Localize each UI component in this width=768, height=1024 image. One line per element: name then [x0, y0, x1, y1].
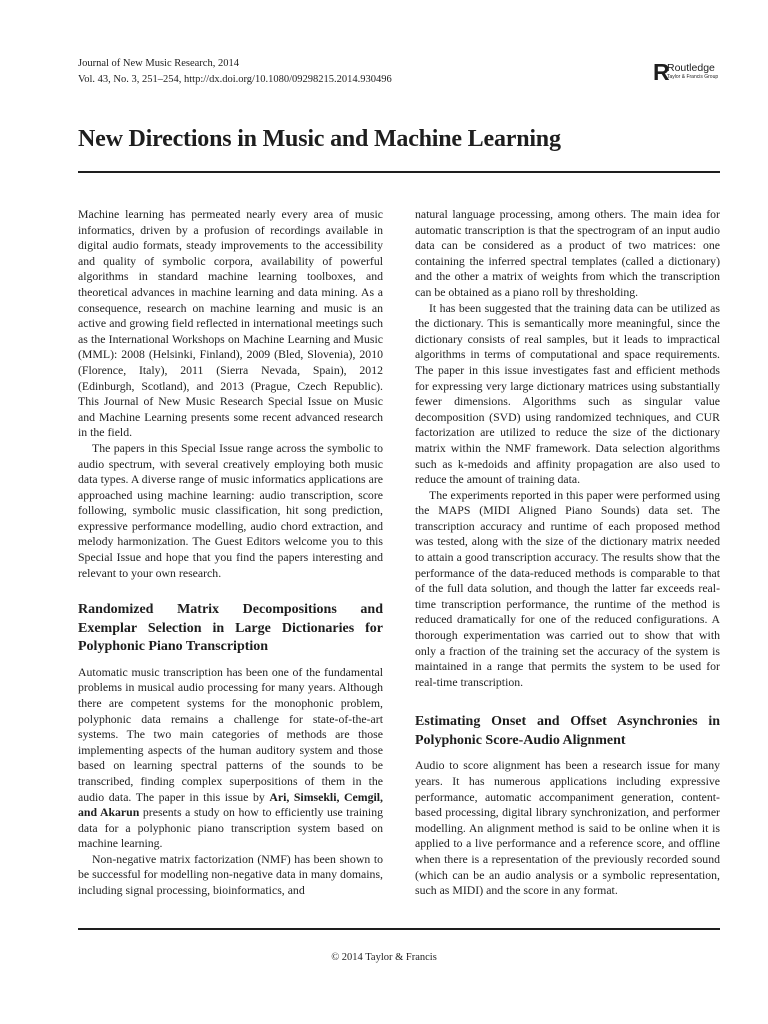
footer-divider	[78, 928, 720, 930]
special-issue-paragraph: The papers in this Special Issue range across the symbolic to audio spectrum, with several creatively employing both music data types. A diverse range of music informatics applications are approached using machine learning: audio transcription, score following, symbolic music classification, hit song prediction, expressive performance modelling, audio chord extraction, and melody harmonization. The Guest Editors welcome you to this Special Issue and hope that you find the papers interesting and relevant to your own research.	[78, 440, 383, 580]
journal-meta	[78, 56, 392, 87]
publisher-name: Routledge	[667, 62, 715, 74]
copyright-footer: © 2014 Taylor & Francis	[331, 952, 437, 963]
volume-doi: Vol. 43, No. 3, 251–254, http://dx.doi.org/10.1080/09298215.2014.930496	[78, 73, 392, 85]
transcription-text-start: Automatic music transcription has been one of the fundamental problems in musical audio processing for many years. Although there are competent systems for the monophonic problem, polyphonic data remains a challenge for state-of-the-art systems. The two main categories of methods are those implementing aspects of the human auditory system and those based on learning spectral patterns of the sounds to be transcribed, finding complex superpositions of them in the audio data. The paper in this issue by	[78, 664, 383, 804]
transcription-text-end: presents a study on how to efficiently use training data for a polyphonic piano transcription system based on machine learning.	[78, 805, 383, 851]
intro-paragraph: Machine learning has permeated nearly every area of music informatics, driven by a profusion of recordings available in digital audio formats, steady improvements to the accessibility and quality of symbolic corpora, availability of powerful algorithms in standard machine learning toolboxes, and theoretical advances in machine learning and data mining. As a consequence, research on machine learning and music is an active and growing field reflected in international meetings such as the International Workshops on Machine Learning and Music (MML): 2008 (Helsinki, Finland), 2009 (Bled, Slovenia), 2010 (Florence, Italy), 2011 (Sierra Nevada, Spain), 2012 (Edinburgh, Scotland), and 2013 (Prague, Czech Republic). This Journal of New Music Research Special Issue on Music and Machine Learning presents some recent advanced research in the field.	[78, 207, 383, 440]
title-divider	[78, 171, 720, 173]
transcription-paragraph	[78, 665, 383, 852]
experiments-paragraph: The experiments reported in this paper were performed using the MAPS (MIDI Aligned Piano Sounds) data set. The transcription accuracy and runtime of each proposed method was tested, along with the size of the dictionary matrix needed to attain a good transcription accuracy. The results show that the performance of the data-reduced methods is comparable to that of the full data solution, and though the latter far exceeds real-time transcription performance, the runtime of the method is reduced dramatically for one of the reduced configurations. A thorough experimentation was carried out to show that with only a fraction of the training set the accuracy of the system is maintained in a range that permits the system to be used for real-time transcription.	[415, 487, 720, 689]
nmf-paragraph: Non-negative matrix factorization (NMF) has been shown to be successful for modelling non-negative data in many domains, including signal processing, bioinformatics, and	[78, 851, 383, 898]
right-column	[415, 207, 720, 899]
nmf-continued-paragraph: natural language processing, among others. The main idea for automatic transcription is that the spectrogram of an input audio data can be considered as a product of two matrices: one containing the inferred spectral templates (called a dictionary) and the other a matrix of weights from which the transcription can be obtained as a piano roll by thresholding.	[415, 207, 720, 299]
left-column	[78, 207, 383, 899]
publisher-logo-mark: R	[653, 59, 670, 85]
dictionary-paragraph: It has been suggested that the training data can be utilized as the dictionary. This is semantically more meaningful, since the dictionary consists of real samples, but it leads to impractical algorithms in terms of computational and space requirements. The paper in this issue investigates fast and efficient methods for expressing very large dictionary matrices using substantially fewer dimensions. Algorithms such as singular value decomposition (SVD) using randomized techniques, and CUR factorization are utilized to reduce the size of the dictionary matrix within the NMF framework. Data selection algorithms such as k-medoids and affinity propagation are also used to reduce the amount of training data.	[415, 300, 720, 487]
publisher-logo	[653, 60, 723, 84]
journal-name: Journal of New Music Research, 2014	[78, 58, 239, 69]
publisher-subtitle: Taylor & Francis Group	[667, 74, 719, 80]
section-heading-alignment: Estimating Onset and Offset Asynchronies in Polyphonic Score-Audio Alignment	[415, 714, 720, 748]
alignment-paragraph: Audio to score alignment has been a research issue for many years. It has numerous applications including expressive performance, automatic accompaniment generation, content-based processing, digital library synchronization, and performer modelling. An alignment method is said to be online when it is applied to a live performance and a reference score, and offline when there is a representation of the previously recorded sound (which can be an audio analysis or a symbolic representation, such as MIDI) and the score in any format.	[415, 758, 720, 898]
section-heading-transcription: Randomized Matrix Decompositions and Exemplar Selection in Large Dictionaries for Polyphonic Piano Transcription	[78, 602, 383, 655]
article-title: New Directions in Music and Machine Learning	[78, 126, 561, 152]
paper-authors: Ari, Simsekli, Cemgil, and Akarun	[78, 789, 383, 820]
